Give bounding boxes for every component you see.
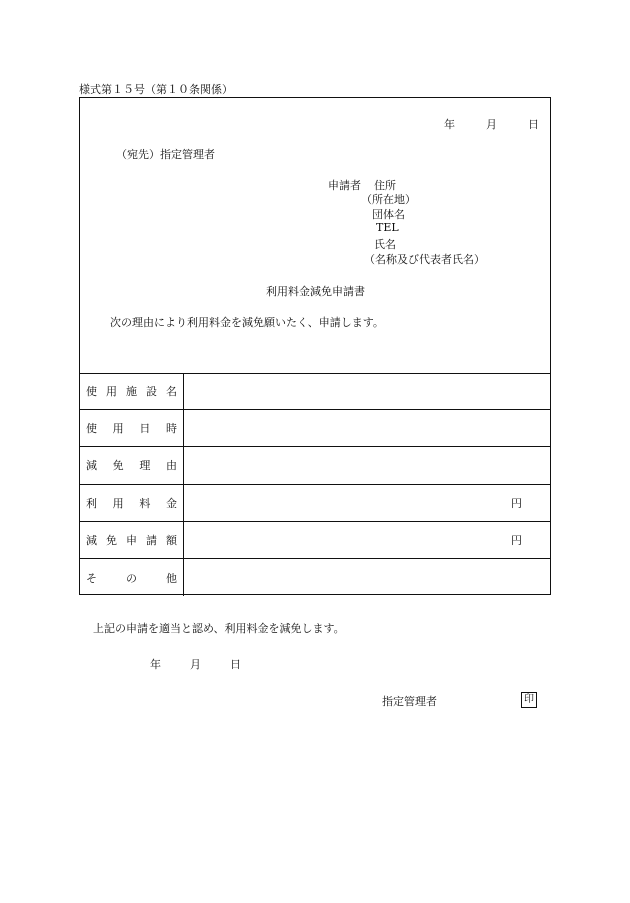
row-value-field[interactable] bbox=[184, 410, 550, 446]
row-label-char: 施 bbox=[126, 385, 137, 399]
row-label-char: 他 bbox=[166, 571, 177, 585]
row-label bbox=[80, 447, 184, 483]
row-label-char: 免 bbox=[106, 533, 117, 547]
form-number: 様式第１５号（第１０条関係） bbox=[79, 83, 233, 96]
row-label-char: 設 bbox=[146, 385, 157, 399]
row-label bbox=[80, 373, 184, 409]
application-header-section bbox=[80, 98, 550, 374]
tel-label: TEL bbox=[376, 221, 399, 234]
approval-month-label: 月 bbox=[190, 658, 201, 671]
row-label-char: 減 bbox=[86, 459, 97, 473]
name-sub-label: （名称及び代表者氏名） bbox=[364, 253, 485, 266]
row-label bbox=[80, 485, 184, 521]
address-sub-label: （所在地） bbox=[361, 193, 416, 206]
application-statement: 次の理由により利用料金を減免願いたく、申請します。 bbox=[110, 316, 384, 329]
row-value-field[interactable] bbox=[184, 559, 550, 596]
name-label: 氏名 bbox=[374, 238, 396, 251]
table-row bbox=[80, 373, 550, 410]
row-value-field[interactable] bbox=[184, 447, 550, 483]
month-label: 月 bbox=[486, 118, 497, 131]
row-label-char: 用 bbox=[112, 496, 124, 510]
row-label-char: 減 bbox=[86, 533, 97, 547]
row-label-char: 由 bbox=[165, 459, 177, 473]
approval-statement: 上記の申請を適当と認め、利用料金を減免します。 bbox=[93, 622, 345, 635]
approval-date bbox=[150, 656, 241, 672]
row-label-char: 請 bbox=[146, 533, 157, 547]
row-value-field[interactable] bbox=[184, 485, 550, 521]
row-value-field[interactable] bbox=[184, 522, 550, 558]
row-label-char: そ bbox=[86, 571, 97, 585]
yen-unit: 円 bbox=[511, 533, 522, 547]
seal-icon: 印 bbox=[521, 692, 537, 708]
addressee: （宛先）指定管理者 bbox=[116, 148, 215, 161]
row-label bbox=[80, 410, 184, 446]
row-value-field[interactable] bbox=[184, 373, 550, 409]
year-label: 年 bbox=[444, 118, 455, 131]
row-label-char: 用 bbox=[106, 385, 117, 399]
address-label: 住所 bbox=[374, 179, 396, 192]
table-row bbox=[80, 447, 550, 484]
manager-label: 指定管理者 bbox=[382, 695, 437, 708]
yen-unit: 円 bbox=[511, 496, 522, 510]
organization-label: 団体名 bbox=[372, 208, 405, 221]
row-label-char: 用 bbox=[112, 422, 124, 436]
row-label-char: 利 bbox=[86, 496, 97, 510]
table-row bbox=[80, 410, 550, 447]
applicant-label: 申請者 bbox=[328, 179, 361, 192]
row-label bbox=[80, 522, 184, 558]
approval-year-label: 年 bbox=[150, 658, 161, 671]
row-label-char: 額 bbox=[166, 533, 177, 547]
row-label-char: 料 bbox=[139, 496, 151, 510]
row-label-char: の bbox=[126, 571, 137, 585]
row-label-char: 使 bbox=[86, 422, 97, 436]
row-label-char: 使 bbox=[86, 385, 97, 399]
row-label-char: 日 bbox=[139, 422, 151, 436]
row-label-char: 理 bbox=[139, 459, 151, 473]
seal-mark bbox=[521, 692, 537, 708]
document-title: 利用料金減免申請書 bbox=[266, 285, 365, 298]
table-row bbox=[80, 522, 550, 559]
application-form bbox=[79, 97, 551, 595]
row-label-char: 名 bbox=[166, 385, 177, 399]
row-label-char: 申 bbox=[126, 533, 137, 547]
approval-day-label: 日 bbox=[230, 658, 241, 671]
row-label-char: 免 bbox=[112, 459, 124, 473]
table-row bbox=[80, 485, 550, 522]
table-row bbox=[80, 559, 550, 596]
submission-date bbox=[444, 116, 539, 132]
row-label bbox=[80, 559, 184, 596]
row-label-char: 金 bbox=[165, 496, 177, 510]
day-label: 日 bbox=[528, 118, 539, 131]
row-label-char: 時 bbox=[165, 422, 177, 436]
